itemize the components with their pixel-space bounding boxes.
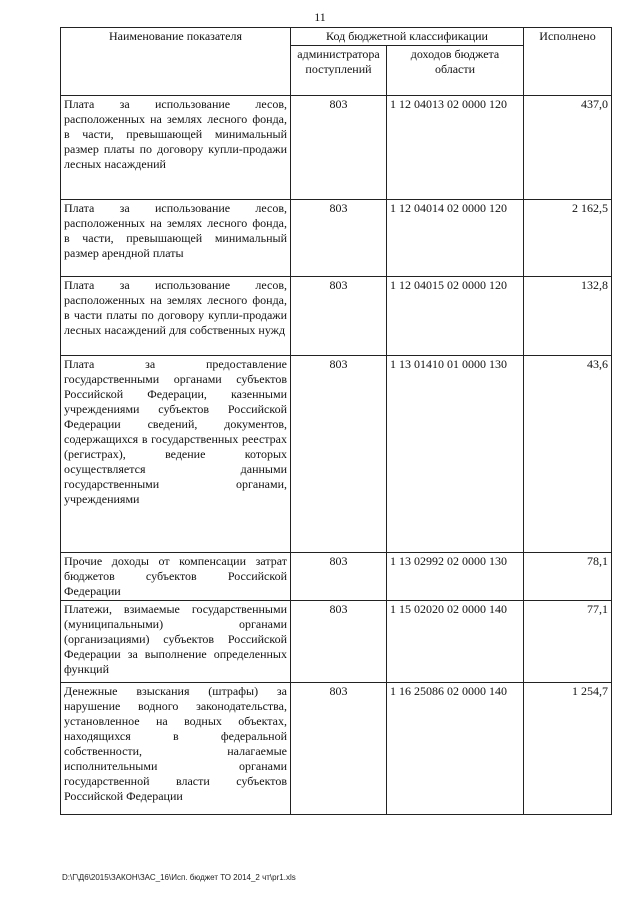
row-admin: 803 [291, 683, 387, 815]
row-code: 1 13 02992 02 0000 130 [387, 553, 524, 601]
row-admin: 803 [291, 601, 387, 683]
row-admin: 803 [291, 96, 387, 200]
row-code: 1 13 01410 01 0000 130 [387, 356, 524, 553]
table-row [61, 601, 612, 683]
table-row [61, 96, 612, 200]
row-name: Плата за использование лесов, расположенных на землях лесного фонда, в части, превышающей минимальный размер платы по договору купли-продажи лесных насаждений [61, 96, 291, 200]
row-amount: 132,8 [524, 277, 612, 356]
table-row [61, 683, 612, 815]
row-name: Денежные взыскания (штрафы) за нарушение водного законодательства, установленное на водных объектах, находящихся в федеральной собственности, налагаемые исполнительными органами государственной власти субъектов Российской Федерации [61, 683, 291, 815]
file-path-footer: D:\Г\Д6\2015\ЗАКОН\ЗАС_16\Исп. бюджет ТО 2014_2 чт\pr1.xls [62, 873, 296, 882]
header-revenue: доходов бюджета области [387, 46, 524, 96]
row-code: 1 12 04013 02 0000 120 [387, 96, 524, 200]
row-name: Плата за использование лесов, расположенных на землях лесного фонда, в части, превышающей минимальный размер арендной платы [61, 200, 291, 277]
header-code-group: Код бюджетной классификации [291, 28, 524, 46]
table-row [61, 200, 612, 277]
row-amount: 77,1 [524, 601, 612, 683]
row-admin: 803 [291, 277, 387, 356]
row-admin: 803 [291, 553, 387, 601]
table-row [61, 553, 612, 601]
row-code: 1 12 04015 02 0000 120 [387, 277, 524, 356]
row-name: Прочие доходы от компенсации затрат бюджетов субъектов Российской Федерации [61, 553, 291, 601]
row-code: 1 16 25086 02 0000 140 [387, 683, 524, 815]
row-amount: 43,6 [524, 356, 612, 553]
row-name: Плата за использование лесов, расположенных на землях лесного фонда, в части платы по договору купли-продажи лесных насаждений для собственных нужд [61, 277, 291, 356]
row-name: Платежи, взимаемые государственными (муниципальными) органами (организациями) субъектов Российской Федерации за выполнение определенных функций [61, 601, 291, 683]
table-row [61, 277, 612, 356]
table-row [61, 356, 612, 553]
header-admin: администратора поступлений [291, 46, 387, 96]
row-amount: 2 162,5 [524, 200, 612, 277]
header-row [61, 28, 612, 46]
page-number: 11 [314, 10, 326, 24]
row-amount: 437,0 [524, 96, 612, 200]
header-name: Наименование показателя [61, 28, 291, 96]
row-admin: 803 [291, 200, 387, 277]
row-name: Плата за предоставление государственными органами субъектов Российской Федерации, казенными учреждениями субъектов Российской Федерации сведений, документов, содержащихся в государственных реестрах (регистрах), ведение которых осуществляется данными государственными органами, учреждениями [61, 356, 291, 553]
row-amount: 1 254,7 [524, 683, 612, 815]
budget-table [60, 27, 612, 815]
row-amount: 78,1 [524, 553, 612, 601]
header-executed: Исполнено [524, 28, 612, 96]
row-admin: 803 [291, 356, 387, 553]
row-code: 1 12 04014 02 0000 120 [387, 200, 524, 277]
row-code: 1 15 02020 02 0000 140 [387, 601, 524, 683]
